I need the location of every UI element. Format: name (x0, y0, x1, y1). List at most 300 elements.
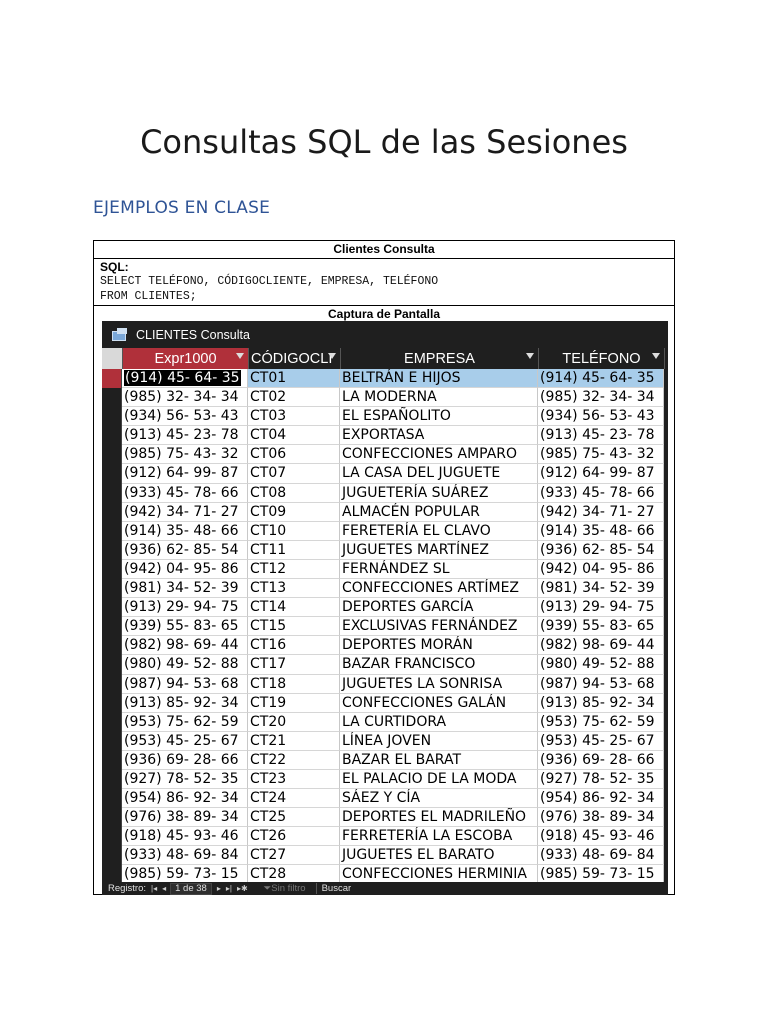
table-cell[interactable] (538, 846, 664, 865)
table-cell[interactable] (538, 560, 664, 579)
cell-value: (912) 64- 99- 87 (540, 465, 655, 482)
table-cell[interactable] (122, 369, 248, 388)
cell-value: CT12 (250, 560, 287, 577)
table-row[interactable] (102, 464, 668, 483)
table-cell[interactable] (538, 503, 664, 522)
table-cell[interactable] (122, 827, 248, 846)
table-cell[interactable] (538, 636, 664, 655)
record-label: Registro: (108, 883, 147, 894)
cell-value: CT14 (250, 599, 287, 616)
sql-block (94, 259, 674, 306)
table-row[interactable] (102, 770, 668, 789)
table-cell[interactable] (340, 827, 538, 846)
previous-record-button[interactable]: ◂ (162, 884, 167, 893)
cell-value: (939) 55- 83- 65 (540, 618, 655, 635)
cell-value: CT17 (250, 656, 287, 673)
table-row[interactable] (102, 694, 668, 713)
record-selector[interactable] (102, 464, 122, 483)
table-cell[interactable] (538, 617, 664, 636)
page-title: Consultas SQL de las Sesiones (140, 123, 628, 161)
cell-value: CT21 (250, 732, 287, 749)
cell-value: EXPORTASA (342, 427, 425, 444)
table-cell[interactable] (538, 827, 664, 846)
cell-value: CT04 (250, 427, 287, 444)
cell-value: (913) 45- 23- 78 (540, 427, 655, 444)
table-cell[interactable] (122, 808, 248, 827)
cell-value: (914) 45- 64- 35 (125, 370, 240, 386)
cell-value: CT19 (250, 694, 287, 711)
table-cell[interactable] (248, 713, 340, 732)
cell-value: (933) 48- 69- 84 (124, 847, 239, 864)
column-header-expr1000[interactable] (123, 348, 249, 369)
record-selector[interactable] (102, 636, 122, 655)
table-cell[interactable] (248, 655, 340, 674)
cell-value: (985) 75- 43- 32 (124, 446, 239, 463)
table-row[interactable] (102, 675, 668, 694)
cell-value: (934) 56- 53- 43 (540, 408, 655, 425)
table-cell[interactable] (248, 445, 340, 464)
cell-value: JUGUETES EL BARATO (342, 847, 495, 864)
table-cell[interactable] (340, 713, 538, 732)
cell-value: (985) 59- 73- 15 (540, 866, 655, 883)
access-datasheet-window (102, 321, 668, 895)
cell-value: (980) 49- 52- 88 (540, 656, 655, 673)
table-cell[interactable] (248, 846, 340, 865)
cell-value: JUGUETES MARTÍNEZ (342, 541, 490, 558)
table-cell[interactable] (340, 598, 538, 617)
table-cell[interactable] (340, 426, 538, 445)
table-cell[interactable] (248, 464, 340, 483)
record-selector[interactable] (102, 579, 122, 598)
table-row[interactable] (102, 445, 668, 464)
record-selector[interactable] (102, 713, 122, 732)
table-cell[interactable] (248, 751, 340, 770)
cell-value: CONFECCIONES GALÁN (342, 694, 507, 711)
record-selector[interactable] (102, 655, 122, 674)
table-cell[interactable] (122, 503, 248, 522)
cell-value: FERNÁNDEZ SL (342, 560, 450, 577)
table-cell[interactable] (248, 484, 340, 503)
table-cell[interactable] (248, 407, 340, 426)
column-header-label: CÓDIGOCLI (251, 350, 333, 367)
cell-value: BELTRÁN E HIJOS (342, 370, 461, 386)
chevron-down-icon[interactable] (652, 353, 660, 359)
table-cell[interactable] (538, 407, 664, 426)
table-cell[interactable] (538, 464, 664, 483)
cell-value: (953) 75- 62- 59 (540, 713, 655, 730)
table-cell[interactable] (122, 617, 248, 636)
table-cell[interactable] (538, 388, 664, 407)
cell-value: (942) 04- 95- 86 (540, 560, 655, 577)
table-cell[interactable] (538, 369, 664, 388)
section-heading: EJEMPLOS EN CLASE (93, 198, 271, 218)
cell-value: SÁEZ Y CÍA (342, 790, 421, 807)
record-selector[interactable] (102, 732, 122, 751)
table-cell[interactable] (340, 541, 538, 560)
table-cell[interactable] (122, 675, 248, 694)
cell-value: (985) 75- 43- 32 (540, 446, 655, 463)
record-position-field[interactable]: 1 de 38 (170, 883, 212, 895)
cell-value: CT20 (250, 713, 287, 730)
record-selector[interactable] (102, 694, 122, 713)
table-cell[interactable] (340, 407, 538, 426)
record-selector[interactable] (102, 846, 122, 865)
record-selector[interactable] (102, 541, 122, 560)
table-cell[interactable] (248, 503, 340, 522)
access-window-titlebar[interactable] (102, 321, 668, 348)
cell-value: (936) 62- 85- 54 (124, 541, 239, 558)
table-cell[interactable] (538, 694, 664, 713)
table-cell[interactable] (122, 655, 248, 674)
cell-value: (976) 38- 89- 34 (124, 809, 239, 826)
record-selector[interactable] (102, 503, 122, 522)
table-row[interactable] (102, 713, 668, 732)
chevron-down-icon[interactable] (236, 353, 244, 359)
cell-value: LÍNEA JOVEN (342, 732, 432, 749)
sql-label: SQL: (100, 260, 129, 274)
record-selector[interactable] (102, 808, 122, 827)
table-cell[interactable] (340, 464, 538, 483)
table-cell[interactable] (248, 541, 340, 560)
cell-value: (913) 85- 92- 34 (124, 694, 239, 711)
table-cell[interactable] (122, 636, 248, 655)
table-row[interactable] (102, 789, 668, 808)
table-cell[interactable] (248, 369, 340, 388)
cell-value: (918) 45- 93- 46 (540, 828, 655, 845)
record-selector[interactable] (102, 426, 122, 445)
cell-value: CT16 (250, 637, 287, 654)
cell-value: ALMACÉN POPULAR (342, 503, 480, 520)
table-cell[interactable] (538, 751, 664, 770)
table-row[interactable] (102, 426, 668, 445)
query-icon (112, 328, 128, 342)
last-record-button[interactable]: ▸| (225, 884, 232, 893)
cell-value: (913) 29- 94- 75 (124, 599, 239, 616)
table-cell[interactable] (538, 484, 664, 503)
cell-value: CT07 (250, 465, 287, 482)
cell-value: (954) 86- 92- 34 (124, 790, 239, 807)
table-cell[interactable] (340, 560, 538, 579)
table-cell[interactable] (340, 694, 538, 713)
record-selector[interactable] (102, 407, 122, 426)
record-selector[interactable] (102, 484, 122, 503)
cell-value: CT24 (250, 790, 287, 807)
search-box[interactable]: Buscar (316, 883, 352, 894)
record-selector[interactable] (102, 751, 122, 770)
table-cell[interactable] (122, 598, 248, 617)
cell-value: CT15 (250, 618, 287, 635)
table-row[interactable] (102, 579, 668, 598)
record-selector[interactable] (102, 789, 122, 808)
table-cell[interactable] (248, 732, 340, 751)
table-cell[interactable] (122, 694, 248, 713)
table-cell[interactable] (340, 636, 538, 655)
table-cell[interactable] (122, 560, 248, 579)
cell-value: CT10 (250, 522, 287, 539)
table-cell[interactable] (538, 541, 664, 560)
cell-value: BAZAR EL BARAT (342, 751, 462, 768)
table-cell[interactable] (248, 789, 340, 808)
cell-value: (985) 32- 34- 34 (124, 389, 239, 406)
table-cell[interactable] (122, 388, 248, 407)
record-selector[interactable] (102, 522, 122, 541)
cell-value: (914) 35- 48- 66 (124, 522, 239, 539)
table-cell[interactable] (340, 846, 538, 865)
cell-value: (942) 34- 71- 27 (124, 503, 239, 520)
cell-value: EL ESPAÑOLITO (342, 408, 451, 425)
table-row[interactable] (102, 636, 668, 655)
cell-value: EL PALACIO DE LA MODA (342, 770, 517, 787)
cell-value: (981) 34- 52- 39 (124, 580, 239, 597)
table-cell[interactable] (248, 636, 340, 655)
table-cell[interactable] (248, 617, 340, 636)
access-window-title: CLIENTES Consulta (136, 327, 250, 342)
cell-value: CT27 (250, 847, 287, 864)
cell-value: LA CURTIDORA (342, 713, 447, 730)
cell-value: CONFECCIONES AMPARO (342, 446, 518, 463)
table-cell[interactable] (340, 789, 538, 808)
cell-value: (981) 34- 52- 39 (540, 580, 655, 597)
cell-value: JUGUETES LA SONRISA (342, 675, 503, 692)
sql-line-1: SELECT TELÉFONO, CÓDIGOCLIENTE, EMPRESA, TELÉFONO (100, 275, 439, 288)
cell-value: DEPORTES EL MADRILEÑO (342, 809, 527, 826)
datasheet-grid (102, 348, 668, 885)
filter-label: Sin filtro (271, 883, 306, 894)
funnel-icon: ⏷ (263, 883, 272, 894)
sql-line-2: FROM CLIENTES; (100, 290, 197, 303)
cell-value: CT03 (250, 408, 287, 425)
document-table (93, 240, 675, 895)
table-row[interactable] (102, 369, 668, 388)
cell-value: (953) 45- 25- 67 (540, 732, 655, 749)
cell-value: CT18 (250, 675, 287, 692)
table-title: Clientes Consulta (94, 241, 674, 259)
cell-value: (987) 94- 53- 68 (124, 675, 239, 692)
table-cell[interactable] (340, 675, 538, 694)
table-cell[interactable] (248, 675, 340, 694)
filter-status[interactable] (264, 883, 306, 894)
record-selector[interactable] (102, 770, 122, 789)
table-cell[interactable] (538, 598, 664, 617)
table-cell[interactable] (538, 732, 664, 751)
table-cell[interactable] (340, 808, 538, 827)
table-cell[interactable] (538, 655, 664, 674)
table-cell[interactable] (122, 541, 248, 560)
table-cell[interactable] (248, 579, 340, 598)
table-cell[interactable] (122, 751, 248, 770)
cell-value: EXCLUSIVAS FERNÁNDEZ (342, 618, 518, 635)
column-header-empresa[interactable] (341, 348, 539, 369)
cell-value: (982) 98- 69- 44 (540, 637, 655, 654)
cell-value: LA MODERNA (342, 389, 437, 406)
cell-value: (954) 86- 92- 34 (540, 790, 655, 807)
datasheet-rows (102, 369, 668, 885)
record-selector[interactable] (102, 827, 122, 846)
cell-value: CT28 (250, 866, 287, 883)
table-cell[interactable] (340, 770, 538, 789)
table-cell[interactable] (340, 732, 538, 751)
table-cell[interactable] (538, 522, 664, 541)
cell-value: (987) 94- 53- 68 (540, 675, 655, 692)
table-cell[interactable] (248, 388, 340, 407)
new-record-button[interactable]: ▸✱ (236, 884, 248, 893)
column-header-telefono[interactable] (539, 348, 665, 369)
cell-value: CT26 (250, 828, 287, 845)
cell-value: CT23 (250, 770, 287, 787)
cell-value: CT08 (250, 484, 287, 501)
table-cell[interactable] (248, 426, 340, 445)
table-cell[interactable] (538, 713, 664, 732)
table-cell[interactable] (340, 522, 538, 541)
record-selector[interactable] (102, 369, 122, 388)
table-cell[interactable] (538, 579, 664, 598)
table-cell[interactable] (122, 445, 248, 464)
table-cell[interactable] (340, 484, 538, 503)
cell-value: JUGUETERÍA SUÁREZ (342, 484, 489, 501)
column-header-label: EMPRESA (404, 350, 475, 367)
cell-value: CT01 (250, 370, 287, 386)
table-cell[interactable] (122, 789, 248, 808)
table-row[interactable] (102, 522, 668, 541)
cell-value: CONFECCIONES HERMINIA (342, 866, 528, 883)
select-all-corner[interactable] (102, 348, 123, 369)
cell-value: CT22 (250, 751, 287, 768)
table-row[interactable] (102, 827, 668, 846)
table-cell[interactable] (248, 808, 340, 827)
table-row[interactable] (102, 751, 668, 770)
cell-value: (913) 85- 92- 34 (540, 694, 655, 711)
cell-value: (980) 49- 52- 88 (124, 656, 239, 673)
cell-value: (912) 64- 99- 87 (124, 465, 239, 482)
table-cell[interactable] (538, 675, 664, 694)
cell-value: (914) 35- 48- 66 (540, 522, 655, 539)
table-cell[interactable] (340, 445, 538, 464)
column-header-row (102, 348, 668, 369)
table-cell[interactable] (122, 713, 248, 732)
table-cell[interactable] (538, 770, 664, 789)
cell-value: CONFECCIONES ARTÍMEZ (342, 580, 520, 597)
table-cell[interactable] (122, 464, 248, 483)
record-selector[interactable] (102, 445, 122, 464)
table-cell[interactable] (122, 579, 248, 598)
cell-value: CT06 (250, 446, 287, 463)
table-cell[interactable] (248, 770, 340, 789)
table-row[interactable] (102, 732, 668, 751)
table-cell[interactable] (248, 694, 340, 713)
record-navigation-bar (102, 882, 668, 895)
cell-value: (933) 45- 78- 66 (540, 484, 655, 501)
table-cell[interactable] (340, 655, 538, 674)
table-cell[interactable] (122, 732, 248, 751)
cell-value: FERETERÍA EL CLAVO (342, 522, 491, 539)
cell-value: (936) 62- 85- 54 (540, 541, 655, 558)
record-selector[interactable] (102, 617, 122, 636)
cell-value: (918) 45- 93- 46 (124, 828, 239, 845)
cell-value: LA CASA DEL JUGUETE (342, 465, 501, 482)
record-selector[interactable] (102, 388, 122, 407)
table-cell[interactable] (538, 789, 664, 808)
record-selector[interactable] (102, 560, 122, 579)
table-cell[interactable] (122, 770, 248, 789)
first-record-button[interactable]: |◂ (151, 884, 158, 893)
table-row[interactable] (102, 617, 668, 636)
table-cell[interactable] (122, 407, 248, 426)
table-cell[interactable] (340, 388, 538, 407)
cell-value: CT25 (250, 809, 287, 826)
cell-value: FERRETERÍA LA ESCOBA (342, 828, 513, 845)
cell-value: (982) 98- 69- 44 (124, 637, 239, 654)
table-row[interactable] (102, 541, 668, 560)
table-cell[interactable] (340, 751, 538, 770)
cell-value: BAZAR FRANCISCO (342, 656, 476, 673)
cell-value: (976) 38- 89- 34 (540, 809, 655, 826)
table-row[interactable] (102, 598, 668, 617)
cell-value: (934) 56- 53- 43 (124, 408, 239, 425)
table-row[interactable] (102, 808, 668, 827)
table-row[interactable] (102, 560, 668, 579)
table-cell[interactable] (122, 426, 248, 445)
table-cell[interactable] (340, 369, 538, 388)
table-row[interactable] (102, 846, 668, 865)
table-row[interactable] (102, 484, 668, 503)
table-row[interactable] (102, 388, 668, 407)
table-cell[interactable] (340, 579, 538, 598)
cell-value: (914) 45- 64- 35 (540, 370, 655, 386)
record-selector[interactable] (102, 598, 122, 617)
cell-value: (985) 32- 34- 34 (540, 389, 655, 406)
table-cell[interactable] (340, 503, 538, 522)
cell-value: (936) 69- 28- 66 (124, 751, 239, 768)
cell-value: (953) 75- 62- 59 (124, 713, 239, 730)
table-row[interactable] (102, 655, 668, 674)
cell-value: (927) 78- 52- 35 (124, 770, 239, 787)
cell-value: (942) 34- 71- 27 (540, 503, 655, 520)
cell-value: (933) 45- 78- 66 (124, 484, 239, 501)
table-cell[interactable] (122, 522, 248, 541)
table-cell[interactable] (122, 484, 248, 503)
cell-value: (933) 48- 69- 84 (540, 847, 655, 864)
table-cell[interactable] (538, 426, 664, 445)
table-cell[interactable] (248, 827, 340, 846)
cell-value: (936) 69- 28- 66 (540, 751, 655, 768)
cell-value: CT02 (250, 389, 287, 406)
table-cell[interactable] (538, 445, 664, 464)
next-record-button[interactable]: ▸ (216, 884, 221, 893)
column-header-codigocliente[interactable] (249, 348, 341, 369)
cell-value: CT11 (250, 541, 287, 558)
cell-value: CT09 (250, 503, 287, 520)
table-cell[interactable] (122, 846, 248, 865)
table-cell[interactable] (248, 560, 340, 579)
cell-value: CT13 (250, 580, 287, 597)
record-selector[interactable] (102, 675, 122, 694)
table-row[interactable] (102, 407, 668, 426)
column-header-label: TELÉFONO (562, 350, 641, 367)
table-row[interactable] (102, 503, 668, 522)
table-cell[interactable] (248, 598, 340, 617)
table-cell[interactable] (538, 808, 664, 827)
cell-value: (939) 55- 83- 65 (124, 618, 239, 635)
cell-value: (985) 59- 73- 15 (124, 866, 239, 883)
table-cell[interactable] (248, 522, 340, 541)
cell-value: DEPORTES MORÁN (342, 637, 473, 654)
capture-label: Captura de Pantalla (327, 307, 441, 321)
chevron-down-icon[interactable] (328, 353, 336, 359)
table-cell[interactable] (340, 617, 538, 636)
cell-value: (942) 04- 95- 86 (124, 560, 239, 577)
chevron-down-icon[interactable] (526, 353, 534, 359)
cell-value: (913) 45- 23- 78 (124, 427, 239, 444)
